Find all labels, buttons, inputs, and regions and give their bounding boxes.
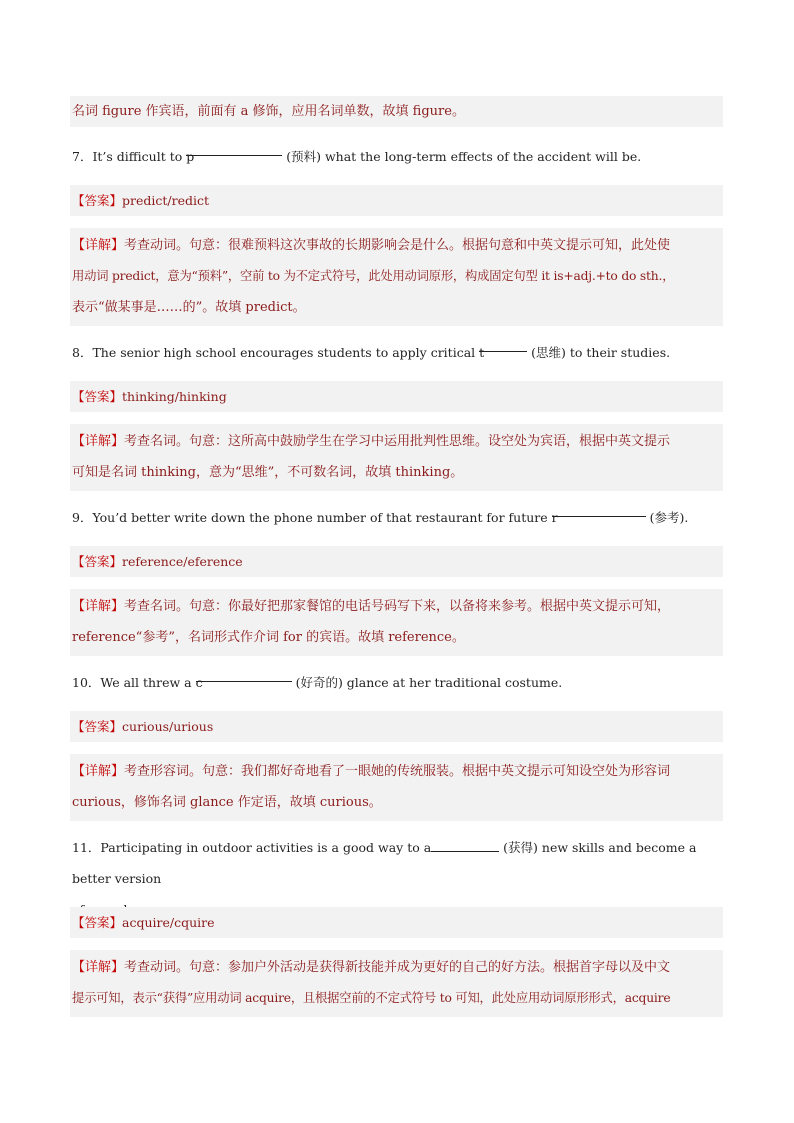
detail-8 (70, 424, 723, 491)
answer-8 (70, 381, 723, 412)
answer-blank (431, 837, 499, 852)
question-text: new skills and become a better version (72, 840, 697, 886)
detail-line: 提示可知，表示“获得”应用动词 acquire，且根据空前的不定式符号 to 可知，此处应用动词原形形式，acquire (72, 991, 671, 1005)
question-8 (70, 337, 723, 368)
detail-7 (70, 228, 723, 326)
answer-9 (70, 546, 723, 577)
detail-tag: 【详解】 (72, 764, 125, 779)
answer-blank: t (479, 337, 527, 352)
detail-tag: 【详解】 (72, 599, 125, 614)
detail-line: 考查动词。句意：很难预料这次事故的长期影响会是什么。根据句意和中英文提示可知，此处使 (124, 238, 671, 253)
answer-tag: 【答案】 (72, 193, 123, 208)
detail-line: 考查形容词。句意：我们都好奇地看了一眼她的传统服装。根据中英文提示可知设空处为形容词 (124, 764, 671, 779)
answer-tag: 【答案】 (72, 554, 123, 569)
question-text: The senior high school encourages students to apply critical (92, 345, 480, 360)
answer-text: reference/eference (122, 554, 243, 569)
chinese-hint: (好奇的) (295, 675, 343, 690)
answer-tag: 【答案】 (72, 915, 123, 930)
detail-line: 考查名词。句意：这所高中鼓励学生在学习中运用批判性思维。设空处为宾语，根据中英文提示 (124, 434, 671, 449)
chinese-hint: (思维) (531, 345, 566, 360)
answer-tag: 【答案】 (72, 389, 123, 404)
chinese-hint: (获得) (503, 840, 538, 855)
answer-10 (70, 711, 723, 742)
answer-blank: c (196, 667, 292, 682)
question-number: 10． (72, 675, 101, 690)
explanation-text: 名词 figure 作宾语，前面有 a 修饰，应用名词单数，故填 figure。 (72, 104, 465, 119)
detail-tag: 【详解】 (72, 238, 125, 253)
detail-line: 表示“做某事是……的”。故填 predict。 (72, 300, 306, 315)
question-text: to their studies. (565, 345, 671, 360)
detail-11 (70, 950, 723, 1017)
question-number: 8． (72, 345, 93, 360)
question-text: what the long-term effects of the accident will be. (320, 149, 642, 164)
answer-text: predict/redict (122, 193, 210, 208)
question-text: Participating in outdoor activities is a good way to a (100, 840, 432, 855)
answer-blank: p (186, 141, 282, 156)
detail-line: 考查动词。句意：参加户外活动是获得新技能并成为更好的自己的好方法。根据首字母以及中文 (124, 960, 671, 975)
chinese-hint: (参考). (649, 510, 689, 525)
detail-line: reference“参考”，名词形式作介词 for 的宾语。故填 reference。 (72, 630, 465, 645)
question-text: glance at her traditional costume. (342, 675, 563, 690)
detail-10 (70, 754, 723, 821)
explanation-continuation (70, 96, 723, 127)
chinese-hint: (预料) (286, 149, 321, 164)
detail-line: 可知是名词 thinking，意为“思维”，不可数名词，故填 thinking。 (72, 465, 464, 480)
question-9 (70, 502, 723, 533)
question-text: It’s difficult to (92, 149, 187, 164)
question-7 (70, 141, 723, 172)
question-number: 7． (72, 149, 93, 164)
detail-tag: 【详解】 (72, 960, 125, 975)
detail-line: 考查名词。句意：你最好把那家餐馆的电话号码写下来，以备将来参考。根据中英文提示可知， (124, 599, 671, 614)
question-10 (70, 667, 723, 698)
detail-tag: 【详解】 (72, 434, 125, 449)
answer-text: acquire/cquire (122, 915, 215, 930)
question-number: 9． (72, 510, 93, 525)
answer-7 (70, 185, 723, 216)
answer-text: thinking/hinking (122, 389, 227, 404)
question-text: We all threw a (100, 675, 196, 690)
question-number: 11． (72, 840, 101, 855)
detail-line: curious，修饰名词 glance 作定语，故填 curious。 (72, 795, 382, 810)
answer-11 (70, 907, 723, 938)
answer-blank: r (552, 502, 646, 517)
answer-tag: 【答案】 (72, 719, 123, 734)
detail-9 (70, 589, 723, 656)
question-text: You’d better write down the phone number of that restaurant for future (92, 510, 552, 525)
answer-text: curious/urious (122, 719, 214, 734)
detail-line: 用动词 predict，意为“预料”，空前 to 为不定式符号，此处用动词原形，构成固定句型 it is+adj.+to do sth.， (72, 269, 675, 283)
